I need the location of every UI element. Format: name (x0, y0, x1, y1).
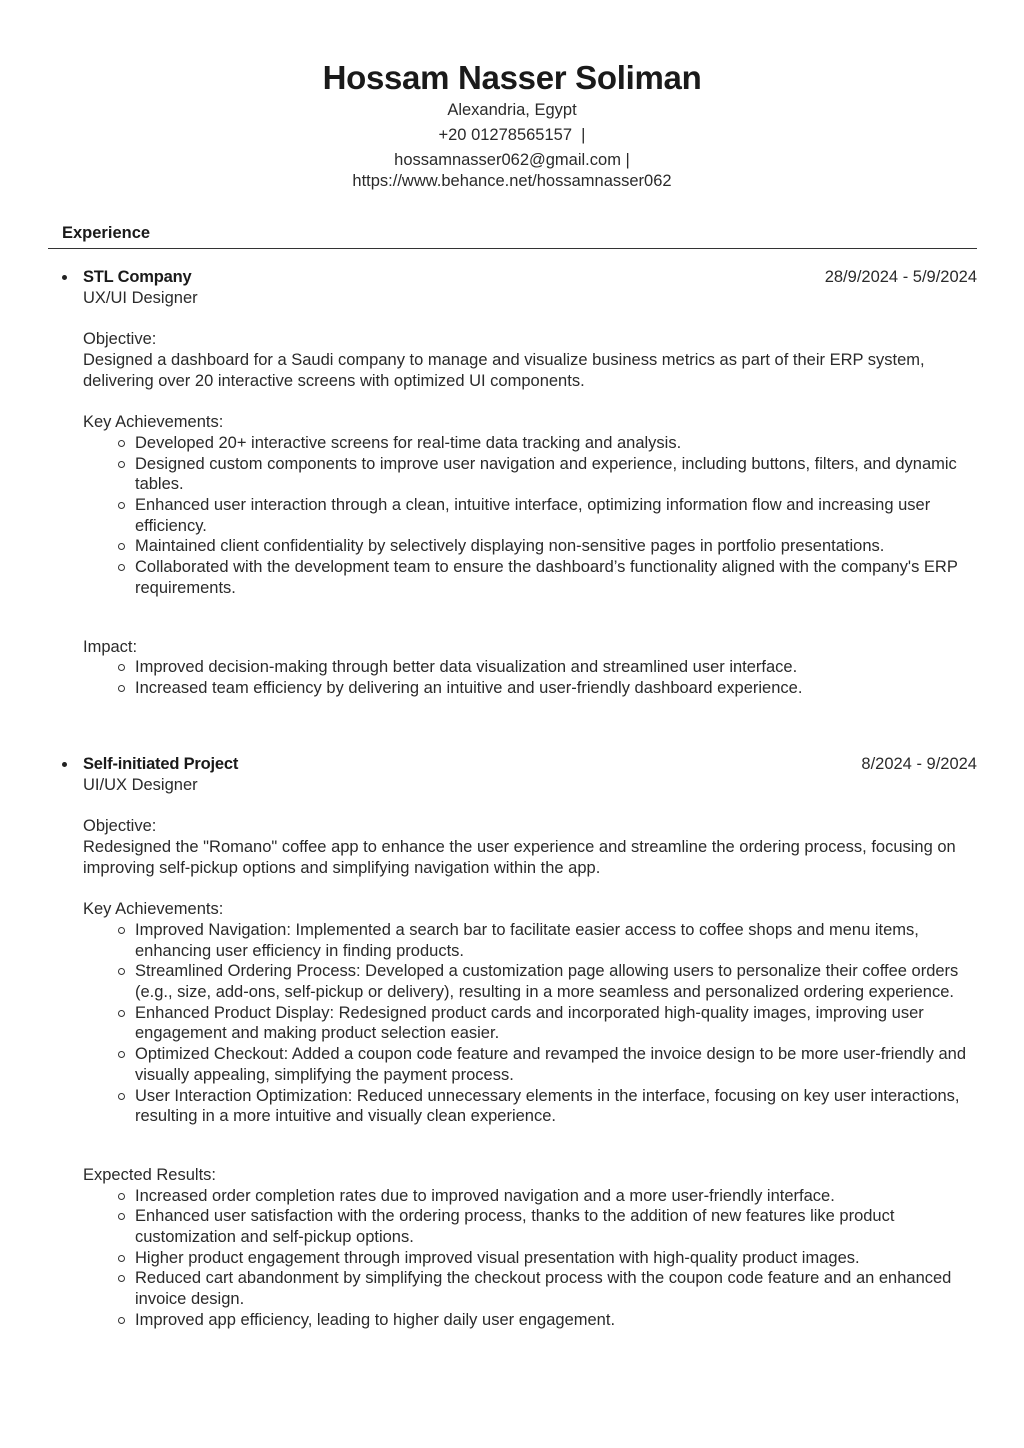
email: hossamnasser062@gmail.com | (394, 151, 630, 169)
resume-header (0, 58, 1024, 194)
company-name: Self-initiated Project (83, 755, 239, 773)
candidate-name: Hossam Nasser Soliman (322, 59, 702, 96)
entry-body (83, 775, 978, 1331)
objective-label: Objective: (83, 330, 157, 349)
achievements-list (83, 433, 978, 599)
company-name: STL Company (83, 268, 192, 286)
achievements-label: Key Achievements: (83, 900, 224, 919)
list-item: Maintained client confidentiality by selectively displaying non-sensitive pages in portfolio presentations. (135, 536, 978, 557)
list-item: Higher product engagement through improved visual presentation with high-quality product images. (135, 1248, 978, 1269)
expected-results-label: Expected Results: (83, 1165, 216, 1184)
objective-text: Designed a dashboard for a Saudi company to manage and visualize business metrics as part of their ERP system, delivering over 20 interactive screens with optimized UI components. (83, 351, 925, 390)
list-item: Optimized Checkout: Added a coupon code feature and revamped the invoice design to be more user-friendly and visually appealing, simplifying the payment process. (135, 1044, 978, 1085)
list-item: Improved app efficiency, leading to higher daily user engagement. (135, 1310, 978, 1331)
list-item: Enhanced user interaction through a clean, intuitive interface, optimizing information flow and increasing user efficiency. (135, 495, 978, 536)
portfolio-link[interactable]: https://www.behance.net/hossamnasser062 (352, 172, 672, 190)
achievements-list (83, 920, 978, 1127)
list-item: Increased team efficiency by delivering an intuitive and user-friendly dashboard experience. (135, 678, 978, 699)
list-item: User Interaction Optimization: Reduced unnecessary elements in the interface, focusing on key user interactions, resulting in a more intuitive and visually clean experience. (135, 1086, 978, 1127)
job-role: UX/UI Designer (83, 289, 198, 307)
entry-body (83, 288, 978, 699)
expected-results-list (83, 1186, 978, 1331)
impact-label: Impact: (83, 637, 138, 656)
entry-bullet (62, 762, 67, 767)
list-item: Developed 20+ interactive screens for real-time data tracking and analysis. (135, 433, 978, 454)
section-title-experience: Experience (62, 224, 151, 242)
entry-dates: 28/9/2024 - 5/9/2024 (824, 268, 977, 286)
objective-text: Redesigned the "Romano" coffee app to enhance the user experience and streamline the ordering process, focusing on improving self-pickup options and simplifying navigation within the app. (83, 838, 956, 877)
list-item: Streamlined Ordering Process: Developed a customization page allowing users to personalize their coffee orders (e.g., size, add-ons, self-pickup or delivery), resulting in a more seamless and personalized ordering experience. (135, 961, 978, 1002)
list-item: Designed custom components to improve user navigation and experience, including buttons, filters, and dynamic tables. (135, 454, 978, 495)
objective-label: Objective: (83, 817, 157, 836)
list-item: Enhanced user satisfaction with the ordering process, thanks to the addition of new features like product customization and self-pickup options. (135, 1206, 978, 1247)
phone: +20 01278565157 | (438, 126, 586, 144)
entry-dates: 8/2024 - 9/2024 (861, 755, 977, 773)
list-item: Increased order completion rates due to improved navigation and a more user-friendly interface. (135, 1186, 978, 1207)
location: Alexandria, Egypt (447, 101, 577, 119)
list-item: Improved Navigation: Implemented a search bar to facilitate easier access to coffee shops and menu items, enhancing user efficiency in finding products. (135, 920, 978, 961)
entry-bullet (62, 275, 67, 280)
list-item: Enhanced Product Display: Redesigned product cards and incorporated high-quality images, improving user engagement and making product selection easier. (135, 1003, 978, 1044)
list-item: Reduced cart abandonment by simplifying the checkout process with the coupon code feature and an enhanced invoice design. (135, 1268, 978, 1309)
achievements-label: Key Achievements: (83, 413, 224, 432)
section-divider (48, 248, 977, 249)
job-role: UI/UX Designer (83, 776, 198, 794)
list-item: Improved decision-making through better data visualization and streamlined user interface. (135, 657, 978, 678)
list-item: Collaborated with the development team to ensure the dashboard’s functionality aligned with the company's ERP requirements. (135, 557, 978, 598)
impact-list (83, 657, 978, 698)
